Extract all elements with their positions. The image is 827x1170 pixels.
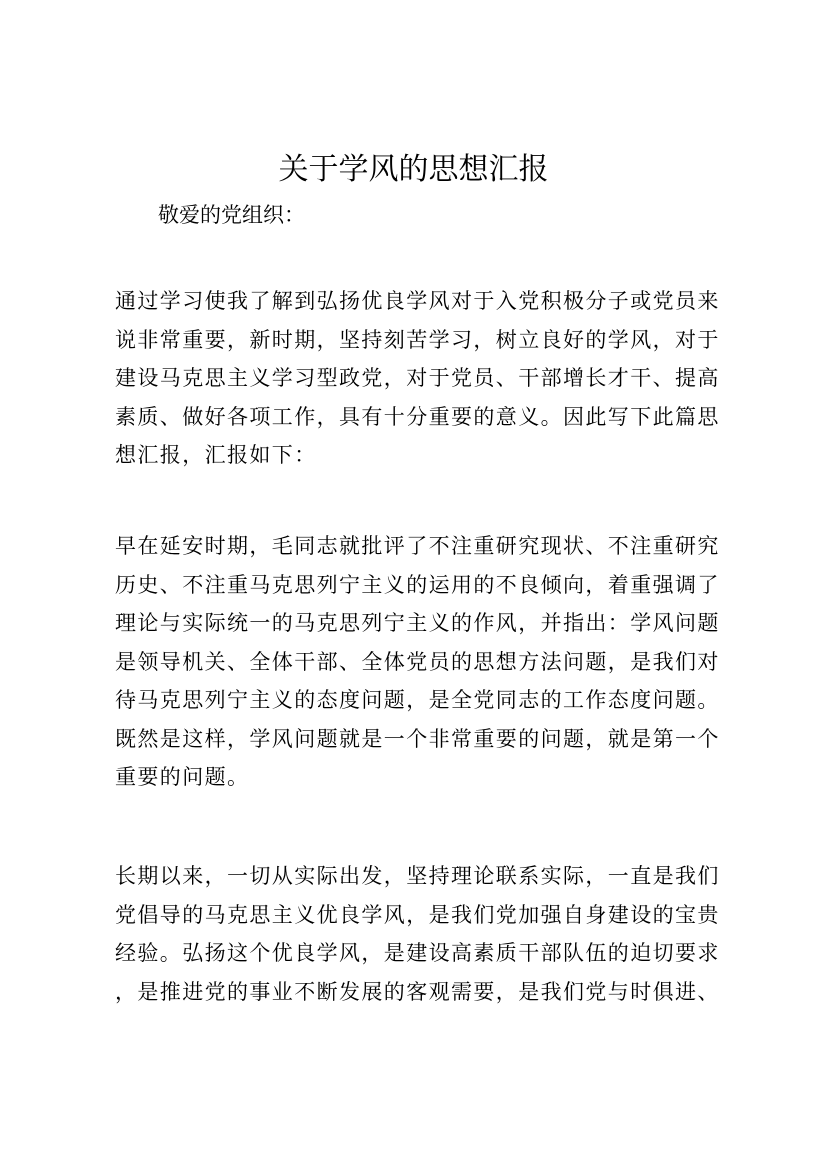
paragraph-line: 说非常重要，新时期，坚持刻苦学习，树立良好的学风，对于 [115, 327, 720, 352]
salutation: 敬爱的党组织： [158, 203, 305, 227]
paragraph-line: 经验。弘扬这个优良学风，是建设高素质干部队伍的迫切要求 [115, 941, 720, 965]
paragraph-line: 历史、不注重马克思列宁主义的运用的不良倾向，着重强调了 [115, 572, 720, 597]
paragraph-line: 既然是这样，学风问题就是一个非常重要的问题，就是第一个 [115, 726, 720, 751]
document-title: 关于学风的思想汇报 [278, 152, 549, 187]
paragraph-line: 重要的问题。 [115, 765, 250, 789]
paragraph-line: 理论与实际统一的马克思列宁主义的作风，并指出：学风问题 [115, 611, 720, 635]
paragraph-line: 长期以来，一切从实际出发，坚持理论联系实际，一直是我们 [115, 864, 720, 888]
paragraph-line: 建设马克思主义学习型政党，对于党员、干部增长才干、提高 [115, 366, 720, 390]
paragraph-2 [115, 527, 720, 797]
paragraph-line: 待马克思列宁主义的态度问题，是全党同志的工作态度问题。 [115, 688, 720, 712]
paragraph-1 [115, 282, 720, 475]
paragraph-line: 素质、做好各项工作，具有十分重要的意义。因此写下此篇思 [115, 404, 720, 429]
paragraph-line: 党倡导的马克思主义优良学风，是我们党加强自身建设的宝贵 [115, 902, 720, 927]
paragraph-line: ，是推进党的事业不断发展的客观需要，是我们党与时俱进、 [115, 979, 720, 1004]
paragraph-line: 早在延安时期，毛同志就批评了不注重研究现状、不注重研究 [115, 534, 720, 558]
paragraph-line: 是领导机关、全体干部、全体党员的思想方法问题，是我们对 [115, 649, 720, 674]
paragraph-3 [115, 857, 720, 1011]
paragraph-line: 通过学习使我了解到弘扬优良学风对于入党积极分子或党员来 [115, 289, 720, 313]
paragraph-line: 想汇报，汇报如下： [115, 443, 317, 467]
